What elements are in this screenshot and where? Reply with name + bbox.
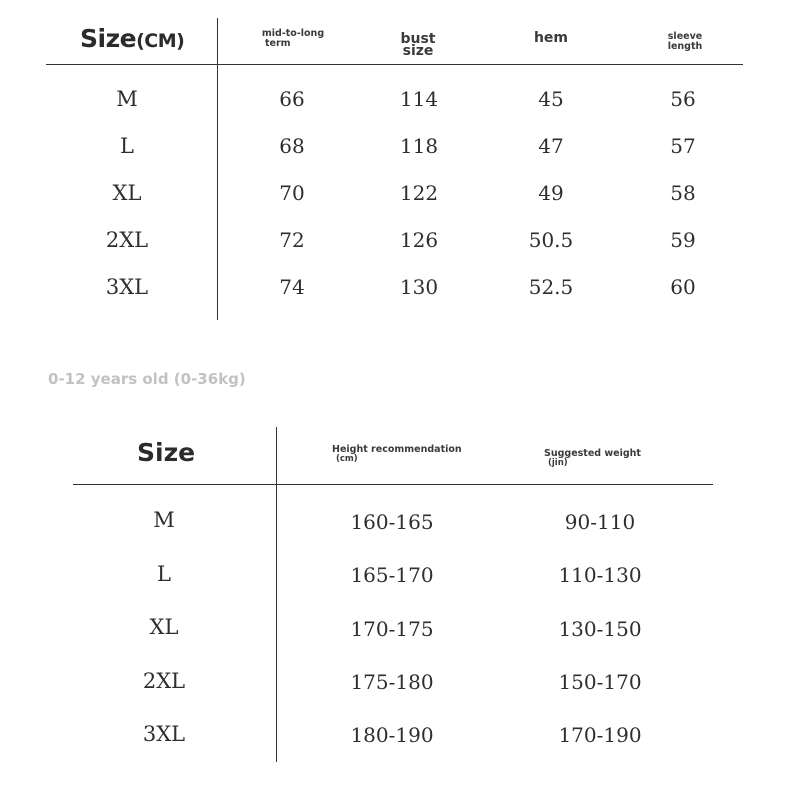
table1-row-m-length: 66 (279, 87, 305, 111)
table1-row-3xl-sleeve: 60 (670, 275, 696, 299)
size-unit-text: (CM) (136, 30, 185, 52)
table1-row-3xl-hem: 52.5 (528, 275, 574, 299)
size-title-text: Size (80, 24, 137, 53)
table1-row-xl-sleeve: 58 (670, 181, 696, 205)
table2-row-2xl-height: 175-180 (350, 670, 434, 694)
header-hem-line1: hem (533, 30, 569, 46)
table1-row-l-length: 68 (279, 134, 305, 158)
table1-row-2xl-size: 2XL (105, 228, 149, 252)
header-bust-line2: size (402, 42, 434, 59)
table2-row-2xl-size: 2XL (142, 669, 186, 693)
table2-row-3xl-weight: 170-190 (558, 723, 642, 747)
header-length-line2: term (265, 37, 291, 49)
header-bust (385, 31, 451, 59)
table1-row-m-bust: 114 (399, 87, 439, 111)
table1-row-m-hem: 45 (538, 87, 564, 111)
header-sleeve-line1: sleeve (667, 31, 703, 42)
table2-row-3xl-size: 3XL (142, 722, 186, 746)
header-length (250, 29, 336, 48)
header-sleeve-line2: length (667, 40, 703, 52)
table1-row-m-size: M (116, 87, 138, 111)
table1-row-2xl-length: 72 (279, 228, 305, 252)
table1-row-2xl-bust: 126 (399, 228, 439, 252)
header-bust-line1: bust (400, 31, 436, 47)
table2-row-l-weight: 110-130 (558, 563, 642, 587)
header-height-line1: Height recommendation (332, 444, 462, 455)
header-sleeve (650, 32, 720, 51)
header-height (332, 445, 462, 464)
size-table2-title: Size (137, 438, 196, 467)
table1-row-l-bust: 118 (399, 134, 439, 158)
table1-row-3xl-bust: 130 (399, 275, 439, 299)
table2-row-3xl-height: 180-190 (350, 723, 434, 747)
table1-row-l-hem: 47 (538, 134, 564, 158)
table1-row-2xl-hem: 50.5 (528, 228, 574, 252)
table1-row-m-sleeve: 56 (670, 87, 696, 111)
table2-row-l-height: 165-170 (350, 563, 434, 587)
table1-row-xl-bust: 122 (399, 181, 439, 205)
size-table-title (80, 24, 184, 53)
table1-header-divider (46, 64, 743, 65)
table1-row-xl-hem: 49 (538, 181, 564, 205)
table2-row-m-weight: 90-110 (564, 510, 636, 534)
header-weight-line2: (jin) (548, 457, 568, 468)
age-range-note: 0-12 years old (0-36kg) (48, 370, 246, 388)
table1-row-xl-size: XL (112, 181, 142, 205)
table2-vertical-divider (276, 427, 277, 762)
header-hem (516, 30, 586, 46)
table1-row-xl-length: 70 (279, 181, 305, 205)
table1-row-3xl-size: 3XL (105, 275, 149, 299)
table2-row-l-size: L (157, 562, 171, 586)
table2-header-divider (73, 484, 713, 485)
table1-row-2xl-sleeve: 59 (670, 228, 696, 252)
table2-row-m-size: M (153, 508, 175, 532)
header-weight (544, 449, 641, 468)
table2-row-xl-weight: 130-150 (558, 617, 642, 641)
table1-row-l-size: L (120, 134, 134, 158)
table2-row-m-height: 160-165 (350, 510, 434, 534)
header-length-line1: mid-to-long (261, 28, 325, 39)
table2-row-xl-height: 170-175 (350, 617, 434, 641)
header-weight-line1: Suggested weight (544, 448, 641, 459)
table2-row-xl-size: XL (149, 615, 179, 639)
table1-row-3xl-length: 74 (279, 275, 305, 299)
table2-row-2xl-weight: 150-170 (558, 670, 642, 694)
table1-row-l-sleeve: 57 (670, 134, 696, 158)
header-height-line2: (cm) (336, 453, 358, 464)
